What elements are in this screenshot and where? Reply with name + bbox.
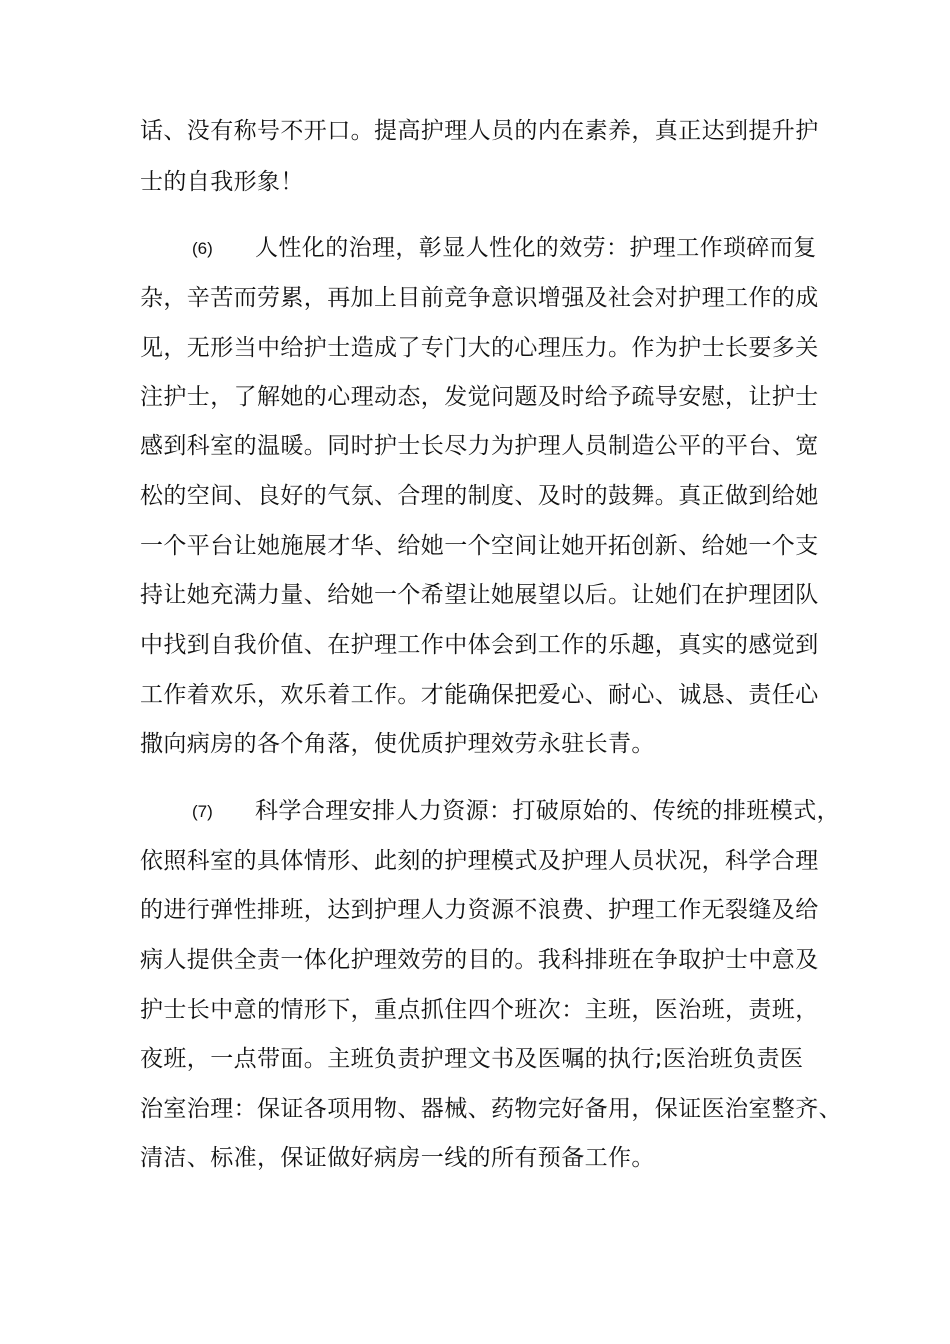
- paragraph-7-line-8: 清洁、标准，保证做好病房一线的所有预备工作。: [140, 1145, 655, 1171]
- paragraph-6-line-5: 感到科室的温暖。同时护士长尽力为护理人员制造公平的平台、宽: [140, 433, 819, 459]
- paragraph-6-line-1: 人性化的治理，彰显人性化的效劳：护理工作琐碎而复: [255, 235, 817, 261]
- paragraph-5-line-1: 话、没有称号不开口。提高护理人员的内在素养，真正达到提升护: [140, 118, 819, 144]
- paragraph-6-line-11: 撒向病房的各个角落，使优质护理效劳永驻长青。: [140, 731, 655, 757]
- paragraph-7-line-2: 依照科室的具体情形、此刻的护理模式及护理人员状况，科学合理: [140, 848, 819, 874]
- paragraph-6-line-9: 中找到自我价值、在护理工作中体会到工作的乐趣，真实的感觉到: [140, 632, 819, 658]
- paragraph-6-line-2: 杂，辛苦而劳累，再加上目前竞争意识增强及社会对护理工作的成: [140, 285, 819, 311]
- paragraph-7-line-6: 夜班，一点带面。主班负责护理文书及医嘱的执行;医治班负责医: [140, 1046, 804, 1072]
- paragraph-6-line-8: 持让她充满力量、给她一个希望让她展望以后。让她们在护理团队: [140, 582, 819, 608]
- paragraph-7-number: (7): [192, 802, 213, 821]
- paragraph-7-line-7: 治室治理：保证各项用物、器械、药物完好备用，保证医治室整齐、: [140, 1096, 842, 1122]
- paragraph-7-line-5: 护士长中意的情形下，重点抓住四个班次：主班，医治班，责班，: [140, 997, 819, 1023]
- paragraph-6-line-7: 一个平台让她施展才华、给她一个空间让她开拓创新、给她一个支: [140, 533, 819, 559]
- paragraph-7-line-4: 病人提供全责一体化护理效劳的目的。我科排班在争取护士中意及: [140, 947, 819, 973]
- paragraph-5-line-2: 士的自我形象！: [140, 169, 304, 195]
- paragraph-6-line-10: 工作着欢乐，欢乐着工作。才能确保把爱心、耐心、诚恳、责任心: [140, 682, 819, 708]
- paragraph-6-line-3: 见，无形当中给护士造成了专门大的心理压力。作为护士长要多关: [140, 335, 819, 361]
- paragraph-7-line-3: 的进行弹性排班，达到护理人力资源不浪费、护理工作无裂缝及给: [140, 897, 819, 923]
- paragraph-7-line-1: 科学合理安排人力资源：打破原始的、传统的排班模式，: [255, 798, 840, 824]
- paragraph-6-number: (6): [192, 239, 213, 258]
- paragraph-6-line-4: 注护士，了解她的心理动态，发觉问题及时给予疏导安慰，让护士: [140, 384, 819, 410]
- paragraph-6-line-6: 松的空间、良好的气氛、合理的制度、及时的鼓舞。真正做到给她: [140, 483, 819, 509]
